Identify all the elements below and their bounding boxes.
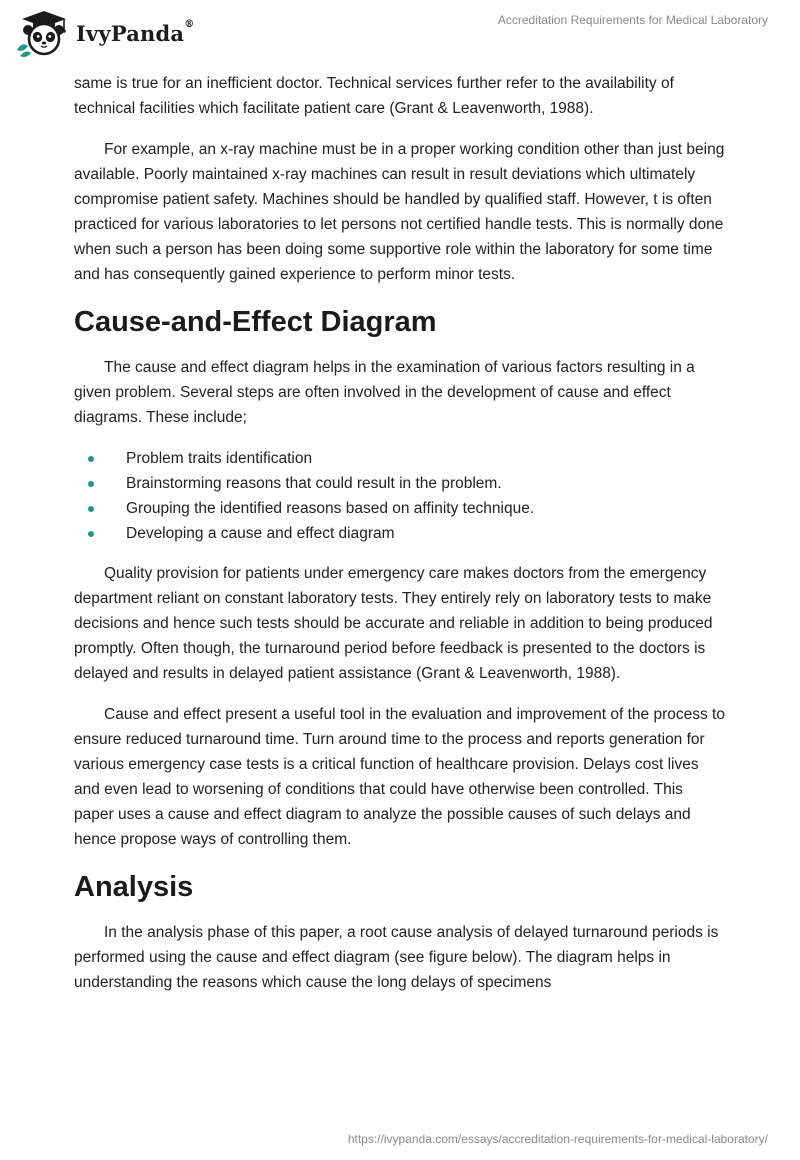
paragraph: same is true for an inefficient doctor. Technical services further refer to the availability of technical facilities which facilitate patient care (Grant & Leavenworth, 1988). <box>74 75 674 117</box>
page-header <box>0 0 800 70</box>
list-item <box>74 446 726 471</box>
bullet-icon <box>88 506 94 512</box>
list-item <box>74 471 726 496</box>
bullet-icon <box>88 481 94 487</box>
list-item-text: Grouping the identified reasons based on affinity technique. <box>126 500 535 517</box>
bullet-icon <box>88 531 94 537</box>
paragraph: The cause and effect diagram helps in the examination of various factors resulting in a given problem. Several steps are often involved in the development of cause and effect diagrams. These include; <box>74 359 695 426</box>
brand-name-text: IvyPanda <box>76 20 185 46</box>
brand-logo[interactable] <box>14 8 194 58</box>
list-item-text: Developing a cause and effect diagram <box>126 525 395 542</box>
paragraph: In the analysis phase of this paper, a root cause analysis of delayed turnaround periods is performed using the cause and effect diagram (see figure below). The diagram helps in understanding the reasons which cause the long delays of specimens <box>74 924 719 991</box>
bullet-icon <box>88 456 94 462</box>
paragraph: Quality provision for patients under emergency care makes doctors from the emergency department reliant on constant laboratory tests. They entirely rely on laboratory tests to make decisions and hence such tests should be accurate and reliable in addition to being produced promptly. Often though, the turnaround period before feedback is presented to the doctors is delayed and results in delayed patient assistance (Grant & Leavenworth, 1988). <box>74 565 713 682</box>
paragraph: Cause and effect present a useful tool in the evaluation and improvement of the process to ensure reduced turnaround time. Turn around time to the process and reports generation for various emergency case tests is a critical function of healthcare provision. Delays cost lives and even lead to worsening of conditions that could have otherwise been controlled. This paper uses a cause and effect diagram to analyze the possible causes of such delays and hence propose ways of controlling them. <box>74 706 725 848</box>
article-body <box>74 71 726 1011</box>
list-item <box>74 496 726 521</box>
paragraph: For example, an x-ray machine must be in a proper working condition other than just being available. Poorly maintained x-ray machines can result in result deviations which ultimately compromise patient safety. Machines should be handled by qualified staff. However, t is often practiced for various laboratories to let persons not certified handle tests. This is normally done when such a person has been doing some supportive role within the laboratory for some time and has consequently gained experience to perform minor tests. <box>74 141 725 283</box>
section-heading-analysis: Analysis <box>74 871 194 903</box>
registered-mark: ® <box>184 18 195 30</box>
brand-name <box>76 18 195 46</box>
list-item-text: Problem traits identification <box>126 450 313 467</box>
panda-graduate-icon <box>14 8 70 58</box>
source-url-link[interactable]: https://ivypanda.com/essays/accreditation-requirements-for-medical-laboratory/ <box>347 1132 768 1146</box>
section-heading-cause-effect: Cause-and-Effect Diagram <box>74 306 437 338</box>
steps-list <box>74 446 726 546</box>
document-title: Accreditation Requirements for Medical Laboratory <box>497 13 768 27</box>
list-item-text: Brainstorming reasons that could result in the problem. <box>126 475 502 492</box>
list-item <box>74 521 726 546</box>
